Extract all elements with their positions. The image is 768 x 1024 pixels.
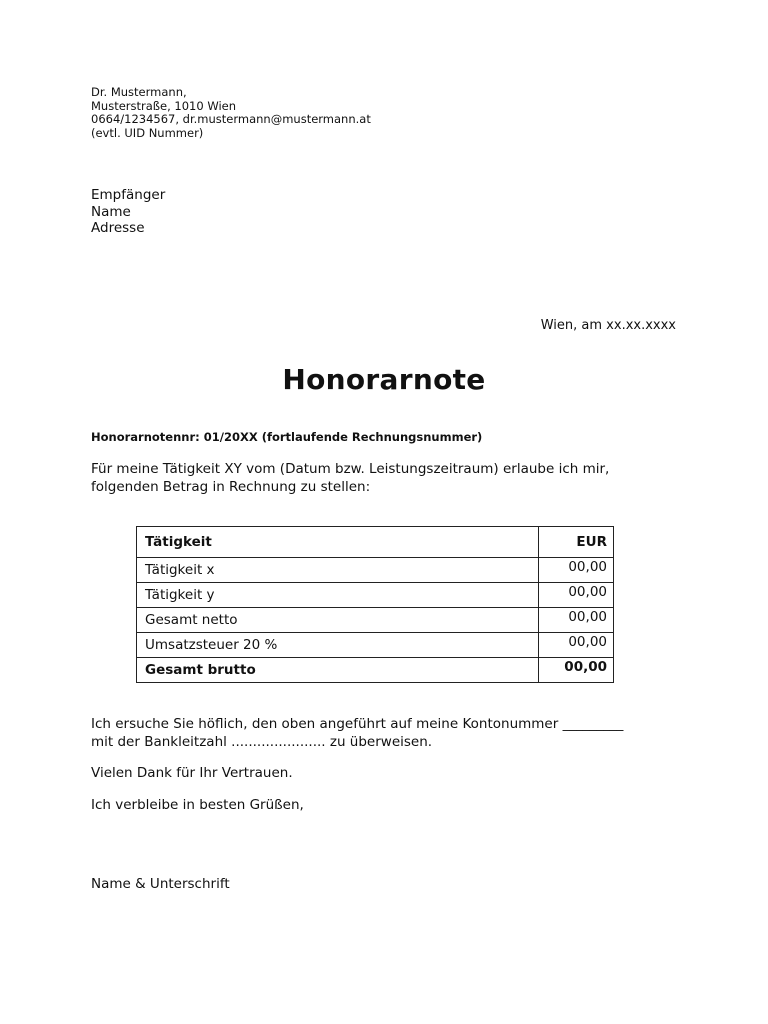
sender-contact: 0664/1234567, dr.mustermann@mustermann.at	[91, 112, 371, 126]
header-amount: EUR	[539, 527, 614, 558]
header-label: Tätigkeit	[137, 527, 539, 558]
invoice-table	[136, 526, 614, 683]
total-label: Gesamt brutto	[137, 658, 539, 683]
payment-request-line-1: Ich ersuche Sie höflich, den oben angeführt auf meine Kontonummer _________	[91, 716, 624, 732]
intro-line-1: Für meine Tätigkeit XY vom (Datum bzw. Leistungszeitraum) erlaube ich mir,	[91, 461, 610, 477]
recipient-line-3: Adresse	[91, 220, 145, 236]
total-amount: 00,00	[539, 658, 614, 683]
row-amount: 00,00	[539, 558, 614, 583]
table-row	[137, 558, 614, 583]
intro-line-2: folgenden Betrag in Rechnung zu stellen:	[91, 478, 371, 495]
row-amount: 00,00	[539, 608, 614, 633]
row-label: Tätigkeit y	[137, 583, 539, 608]
row-amount: 00,00	[539, 583, 614, 608]
sender-block	[91, 86, 371, 140]
recipient-line-1: Empfänger	[91, 187, 166, 203]
table-header-row	[137, 527, 614, 558]
table-row	[137, 608, 614, 633]
intro-paragraph	[91, 461, 691, 496]
document-title: Honorarnote	[282, 363, 486, 396]
table-row	[137, 633, 614, 658]
place-date: Wien, am xx.xx.xxxx	[540, 318, 676, 333]
row-label: Tätigkeit x	[137, 558, 539, 583]
sender-name: Dr. Mustermann,	[91, 85, 187, 99]
signature-label: Name & Unterschrift	[91, 876, 230, 892]
payment-request-line-2: mit der Bankleitzahl ...................... zu überweisen.	[91, 733, 433, 750]
thanks-line: Vielen Dank für Ihr Vertrauen.	[91, 765, 293, 781]
table-row	[137, 583, 614, 608]
sender-uid: (evtl. UID Nummer)	[91, 125, 204, 140]
closing-block	[91, 716, 711, 814]
sender-street: Musterstraße, 1010 Wien	[91, 98, 237, 113]
invoice-number: Honorarnotennr: 01/20XX (fortlaufende Rechnungsnummer)	[91, 430, 483, 444]
regards-line: Ich verbleibe in besten Grüßen,	[91, 796, 304, 813]
row-label: Umsatzsteuer 20 %	[137, 633, 539, 658]
row-amount: 00,00	[539, 633, 614, 658]
recipient-block	[91, 187, 165, 237]
recipient-line-2: Name	[91, 203, 131, 220]
row-label: Gesamt netto	[137, 608, 539, 633]
table-total-row	[137, 658, 614, 683]
